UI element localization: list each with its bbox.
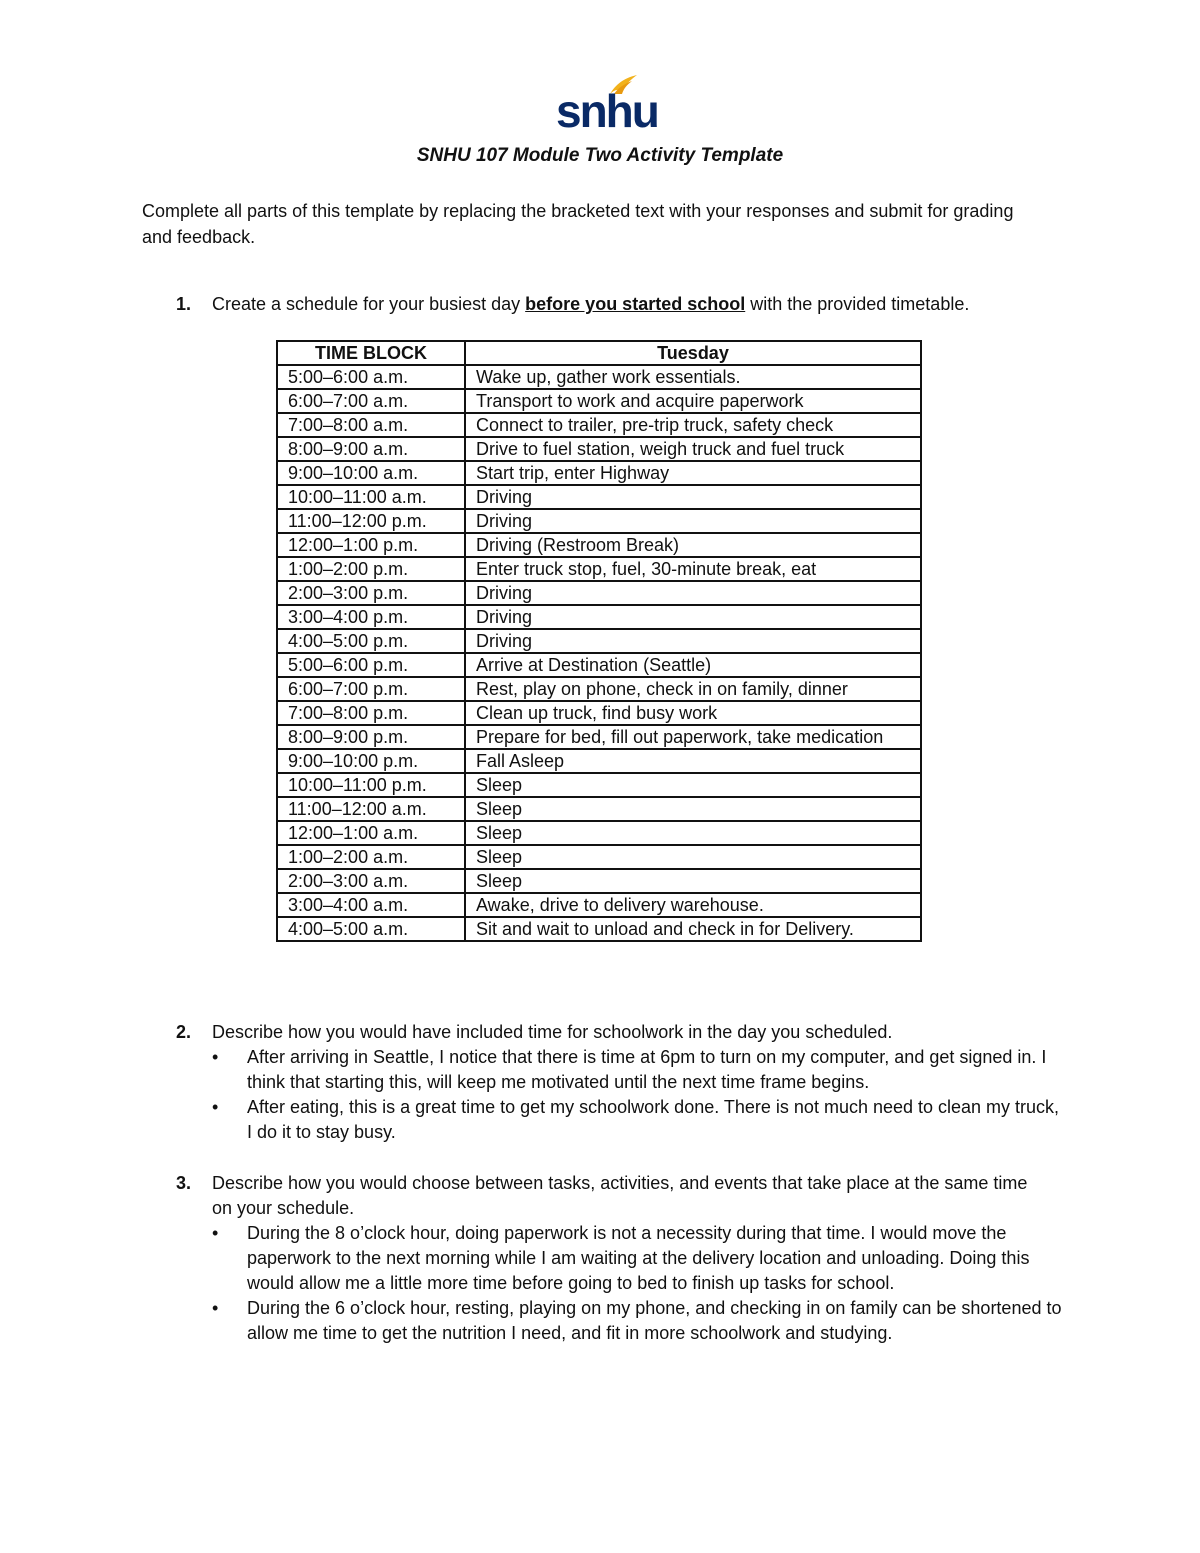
activity-cell: Wake up, gather work essentials. (465, 365, 921, 389)
page-title: SNHU 107 Module Two Activity Template (416, 145, 784, 166)
list-item (212, 1045, 1062, 1095)
time-block-cell: 5:00–6:00 p.m. (277, 653, 465, 677)
bullet-icon: • (212, 1223, 219, 1243)
activity-cell: Clean up truck, find busy work (465, 701, 921, 725)
time-block-cell: 9:00–10:00 p.m. (277, 749, 465, 773)
time-block-cell: 10:00–11:00 p.m. (277, 773, 465, 797)
table-row (277, 557, 921, 581)
question-text (212, 292, 1042, 317)
table-row (277, 581, 921, 605)
table-header-row (277, 341, 921, 365)
table-row (277, 461, 921, 485)
list-item (212, 1095, 1062, 1145)
table-row (277, 821, 921, 845)
table-row (277, 653, 921, 677)
activity-cell: Driving (465, 629, 921, 653)
list-item (212, 1221, 1062, 1296)
activity-cell: Sleep (465, 869, 921, 893)
table-row (277, 893, 921, 917)
table-row (277, 413, 921, 437)
table-row (277, 845, 921, 869)
table-row (277, 725, 921, 749)
activity-cell: Arrive at Destination (Seattle) (465, 653, 921, 677)
activity-cell: Driving (465, 485, 921, 509)
bullet-text: After arriving in Seattle, I notice that there is time at 6pm to turn on my computer, and get signed in. I think that starting this, will keep me motivated until the next time frame begins. (247, 1047, 1047, 1092)
time-block-cell: 3:00–4:00 p.m. (277, 605, 465, 629)
bullet-text: During the 8 o’clock hour, doing paperwork is not a necessity during that time. I would move the paperwork to the next morning while I am waiting at the delivery location and unloading. Doing this would allow me a little more time before going to bed to finish up tasks for school. (247, 1223, 1030, 1293)
question-number: 2. (176, 1022, 192, 1042)
time-block-cell: 1:00–2:00 a.m. (277, 845, 465, 869)
table-row (277, 869, 921, 893)
time-block-cell: 12:00–1:00 a.m. (277, 821, 465, 845)
time-block-cell: 9:00–10:00 a.m. (277, 461, 465, 485)
time-block-cell: 5:00–6:00 a.m. (277, 365, 465, 389)
question-number: 1. (176, 294, 192, 314)
time-block-cell: 7:00–8:00 p.m. (277, 701, 465, 725)
header-day: Tuesday (465, 341, 921, 365)
table-row (277, 437, 921, 461)
question-text: Describe how you would choose between tasks, activities, and events that take place at the same time on your schedule. (212, 1173, 1028, 1218)
table-row (277, 749, 921, 773)
activity-cell: Sleep (465, 797, 921, 821)
time-block-cell: 6:00–7:00 p.m. (277, 677, 465, 701)
table-row (277, 701, 921, 725)
table-row (277, 509, 921, 533)
time-block-cell: 12:00–1:00 p.m. (277, 533, 465, 557)
activity-cell: Driving (465, 605, 921, 629)
question-2-bullets (212, 1045, 1062, 1145)
bullet-text: After eating, this is a great time to get my schoolwork done. There is not much need to clean my truck, I do it to stay busy. (247, 1097, 1060, 1142)
time-block-cell: 8:00–9:00 a.m. (277, 437, 465, 461)
question-text-part: with the provided timetable. (745, 294, 970, 314)
schedule-table-body (277, 365, 921, 941)
time-block-cell: 8:00–9:00 p.m. (277, 725, 465, 749)
table-row (277, 533, 921, 557)
table-row (277, 629, 921, 653)
question-number: 3. (176, 1173, 192, 1193)
snhu-logo (556, 74, 658, 137)
activity-cell: Awake, drive to delivery warehouse. (465, 893, 921, 917)
intro-paragraph: Complete all parts of this template by replacing the bracketed text with your responses and submit for grading and feedback. (142, 201, 1014, 247)
table-row (277, 797, 921, 821)
bullet-icon: • (212, 1097, 219, 1117)
bullet-icon: • (212, 1298, 219, 1318)
list-item (212, 1296, 1062, 1346)
activity-cell: Driving (Restroom Break) (465, 533, 921, 557)
question-3-bullets (212, 1221, 1062, 1346)
table-row (277, 605, 921, 629)
table-row (277, 365, 921, 389)
activity-cell: Sit and wait to unload and check in for Delivery. (465, 917, 921, 941)
table-row (277, 677, 921, 701)
table-row (277, 485, 921, 509)
question-text-part: Create a schedule for your busiest day (212, 294, 526, 314)
time-block-cell: 3:00–4:00 a.m. (277, 893, 465, 917)
table-row (277, 389, 921, 413)
time-block-cell: 7:00–8:00 a.m. (277, 413, 465, 437)
activity-cell: Sleep (465, 821, 921, 845)
time-block-cell: 4:00–5:00 a.m. (277, 917, 465, 941)
activity-cell: Sleep (465, 845, 921, 869)
header-time-block: TIME BLOCK (277, 341, 465, 365)
time-block-cell: 11:00–12:00 a.m. (277, 797, 465, 821)
activity-cell: Driving (465, 581, 921, 605)
activity-cell: Drive to fuel station, weigh truck and fuel truck (465, 437, 921, 461)
table-row (277, 773, 921, 797)
logo-text: snhu (556, 85, 658, 137)
activity-cell: Rest, play on phone, check in on family, dinner (465, 677, 921, 701)
time-block-cell: 2:00–3:00 p.m. (277, 581, 465, 605)
activity-cell: Sleep (465, 773, 921, 797)
time-block-cell: 1:00–2:00 p.m. (277, 557, 465, 581)
activity-cell: Enter truck stop, fuel, 30-minute break, eat (465, 557, 921, 581)
time-block-cell: 11:00–12:00 p.m. (277, 509, 465, 533)
activity-cell: Driving (465, 509, 921, 533)
activity-cell: Connect to trailer, pre-trip truck, safety check (465, 413, 921, 437)
time-block-cell: 10:00–11:00 a.m. (277, 485, 465, 509)
time-block-cell: 2:00–3:00 a.m. (277, 869, 465, 893)
activity-cell: Fall Asleep (465, 749, 921, 773)
schedule-table (276, 340, 922, 942)
time-block-cell: 6:00–7:00 a.m. (277, 389, 465, 413)
time-block-cell: 4:00–5:00 p.m. (277, 629, 465, 653)
question-underlined-text: before you started school (525, 294, 746, 314)
activity-cell: Start trip, enter Highway (465, 461, 921, 485)
bullet-text: During the 6 o’clock hour, resting, playing on my phone, and checking in on family can be shortened to allow me time to get the nutrition I need, and fit in more schoolwork and studying. (247, 1298, 1062, 1343)
activity-cell: Prepare for bed, fill out paperwork, take medication (465, 725, 921, 749)
table-row (277, 917, 921, 941)
bullet-icon: • (212, 1047, 219, 1067)
activity-cell: Transport to work and acquire paperwork (465, 389, 921, 413)
question-text: Describe how you would have included time for schoolwork in the day you scheduled. (212, 1022, 893, 1042)
